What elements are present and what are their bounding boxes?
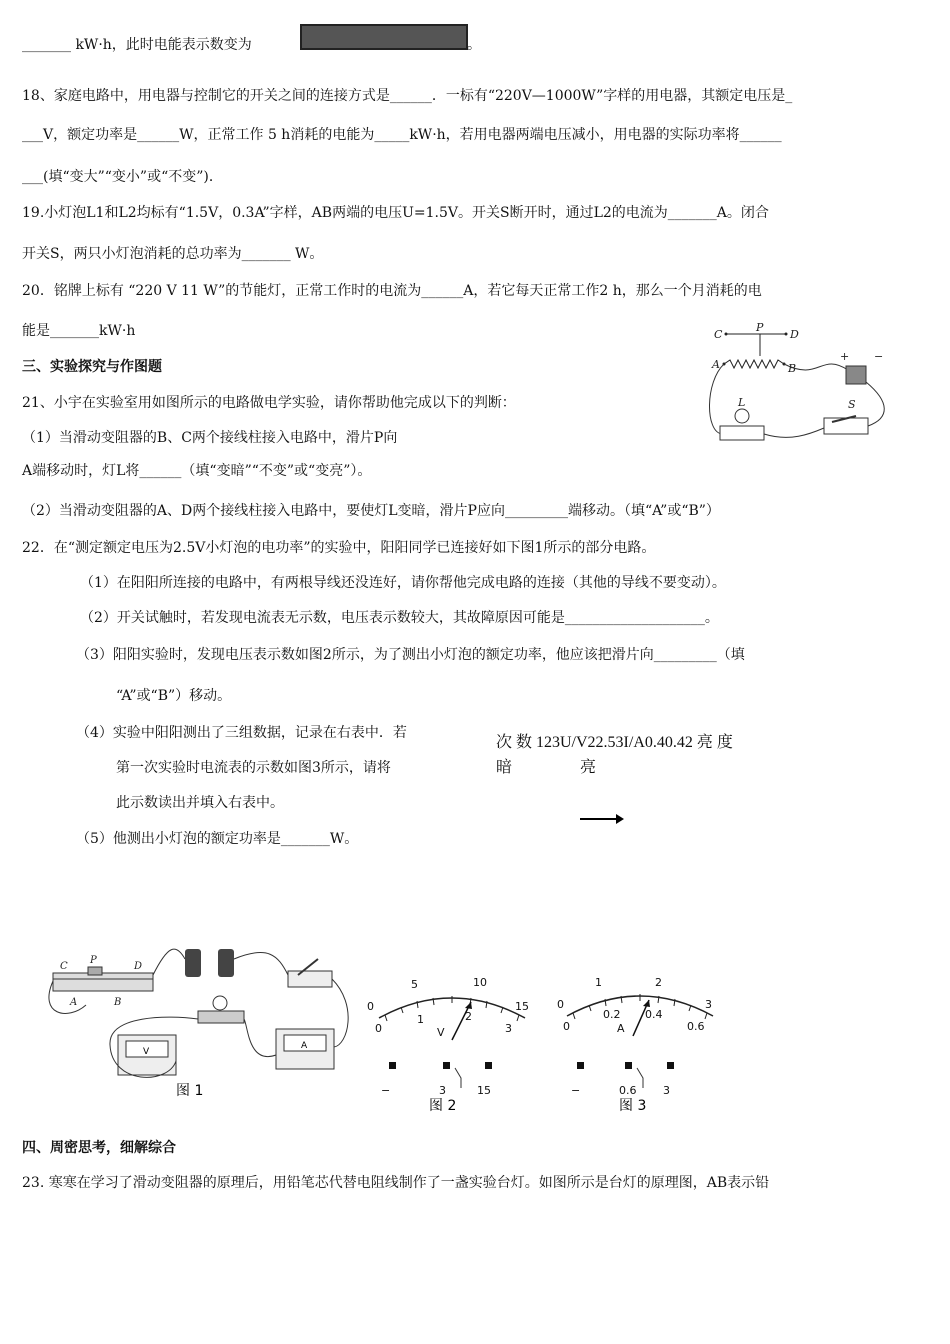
q21-part2: （2）当滑动变阻器的A、D两个接线柱接入电路中，要使灯L变暗，滑片P应向_________端移动。（填“A”或“B”） (22, 503, 720, 519)
figure-1-circuit (48, 935, 358, 1100)
fig1-b-label: B (114, 997, 122, 1008)
data-table-row2-bright: 亮 (580, 759, 597, 776)
cell-2-icon (218, 949, 234, 977)
figure-3-ammeter (555, 968, 725, 1114)
fig3-term-3: 3 (663, 1084, 670, 1097)
battery-minus-label: − (874, 350, 884, 363)
fig3-inner-06: 0.6 (687, 1020, 705, 1033)
fig3-outer-0: 0 (557, 998, 564, 1011)
q17-tail (22, 35, 252, 55)
q21-part1-a: （1）当滑动变阻器的B、C两个接线柱接入电路中，滑片P向 (22, 430, 398, 446)
data-table-row2-dark: 暗 (496, 759, 513, 776)
cell-1-icon (185, 949, 201, 977)
q22-part1: （1）在阳阳所连接的电路中，有两根导线还没连好，请你帮他完成电路的连接（其他的导线不要变动）。 (80, 575, 726, 591)
fig3-term-06: 0.6 (619, 1084, 637, 1097)
fig2-outer-15: 15 (515, 1000, 529, 1013)
q22-part3-a: （3）阳阳实验时，发现电压表示数如图2所示，为了测出小灯泡的额定功率，他应该把滑片向_________（填 (76, 647, 745, 663)
ammeter-label: A (301, 1041, 308, 1051)
rheostat-circuit-figure (700, 322, 900, 450)
q22-part2: （2）开关试触时，若发现电流表无示数，电压表示数较大，其故障原因可能是____________________。 (80, 610, 719, 626)
fig3-outer-3: 3 (705, 998, 712, 1011)
q19-line1: 19.小灯泡L1和L2均标有“1.5V，0.3A”字样，AB两端的电压U=1.5V。开关S断开时，通过L2的电流为_______A。闭合 (22, 205, 769, 221)
voltmeter-label: V (143, 1047, 150, 1057)
arrow-icon (580, 812, 625, 826)
q22-part4-a: （4）实验中阳阳测出了三组数据，记录在右表中．若 (76, 725, 407, 741)
fig2-term-neg: − (381, 1084, 391, 1097)
q22-part5: （5）他测出小灯泡的额定功率是_______W。 (76, 831, 359, 847)
fig2-caption: 图 2 (429, 1098, 457, 1114)
fig3-outer-2: 2 (655, 976, 662, 989)
terminal-c-label: C (714, 328, 723, 341)
q22-part4-b: 第一次实验时电流表的示数如图3所示，请将 (116, 760, 391, 776)
fig2-inner-1: 1 (417, 1013, 424, 1026)
fig2-term-15: 15 (477, 1084, 491, 1097)
q22-part4-c: 此示数读出并填入右表中。 (116, 795, 284, 811)
q21-part1-b: A端移动时，灯L将______（填“变暗”“不变”或“变亮”）。 (22, 463, 372, 479)
rheostat-icon (53, 973, 153, 991)
fig2-outer-0: 0 (367, 1000, 374, 1013)
section-4-heading: 四、周密思考，细解综合 (22, 1140, 176, 1156)
q22-part3-b: “A”或“B”）移动。 (116, 688, 232, 704)
fig3-inner-0: 0 (563, 1020, 570, 1033)
q17-text: _______ kW·h，此时电能表示数变为 (22, 37, 252, 53)
switch-icon (288, 971, 332, 987)
fig2-outer-5: 5 (411, 978, 418, 991)
terminal-a-label: A (712, 358, 720, 371)
q23-stem: 23. 寒寒在学习了滑动变阻器的原理后，用铅笔芯代替电阻线制作了一盏实验台灯。如图所示是台灯的原理图，AB表示铅 (22, 1175, 770, 1191)
q18-line2: ___V，额定功率是______W，正常工作 5 h消耗的电能为_____kW·h，若用电器两端电压减小，用电器的实际功率将______ (22, 127, 782, 143)
fig3-caption: 图 3 (619, 1098, 647, 1114)
q18-line3: ___(填“变大”“变小”或“不变”)． (22, 169, 223, 185)
figure-2-voltmeter (365, 968, 540, 1114)
fig2-inner-2: 2 (465, 1010, 472, 1023)
section-3-heading: 三、实验探究与作图题 (22, 359, 162, 375)
fig3-unit: A (617, 1022, 625, 1035)
switch-s-label: S (848, 398, 856, 411)
lamp-base-icon (720, 426, 764, 440)
fig2-inner-3: 3 (505, 1022, 512, 1035)
fig3-inner-02: 0.2 (603, 1008, 621, 1021)
fig1-p-label: P (90, 955, 97, 966)
fig3-inner-04: 0.4 (645, 1008, 663, 1021)
data-table-row1: 次 数 123U/V22.53I/A0.40.42 亮 度 (496, 734, 733, 751)
bulb-icon (735, 409, 749, 423)
lamp-l-label: L (738, 396, 746, 409)
fig2-term-3: 3 (439, 1084, 446, 1097)
fig1-d-label: D (134, 961, 143, 972)
q22-stem: 22．在“测定额定电压为2.5V小灯泡的电功率”的实验中，阳阳同学已连接好如下图1所示的部分电路。 (22, 540, 656, 556)
fig1-c-label: C (60, 961, 68, 972)
terminal-d-label: D (790, 328, 799, 341)
q17-end: 。 (467, 37, 481, 53)
q18-line1: 18、家庭电路中，用电器与控制它的开关之间的连接方式是______．一标有“220V—1000W”字样的用电器，其额定电压是_ (22, 88, 793, 104)
q20-line1: 20．铭牌上标有 “220 V 11 W”的节能灯，正常工作时的电流为______A，若它每天正常工作2 h，那么一个月消耗的电 (22, 283, 762, 299)
battery-icon (846, 366, 866, 384)
fig1-caption: 图 1 (176, 1083, 204, 1099)
slider-p-label: P (756, 321, 764, 334)
fig2-unit: V (437, 1026, 445, 1039)
fig3-outer-1: 1 (595, 976, 602, 989)
fig1-a-label: A (70, 997, 78, 1008)
switch-base-icon (824, 418, 868, 434)
fig2-outer-10: 10 (473, 976, 487, 989)
terminal-b-label: B (788, 362, 797, 375)
q20-line2: 能是_______kW·h (22, 323, 136, 339)
energy-meter-display (300, 24, 468, 50)
q21-stem: 21、小宇在实验室用如图所示的电路做电学实验，请你帮助他完成以下的判断： (22, 395, 516, 411)
fig2-inner-0: 0 (375, 1022, 382, 1035)
fig1-bulb-icon (213, 996, 227, 1010)
q19-line2: 开关S，两只小灯泡消耗的总功率为_______ W。 (22, 246, 324, 262)
fig3-term-neg: − (571, 1084, 581, 1097)
battery-plus-label: + (840, 350, 850, 363)
